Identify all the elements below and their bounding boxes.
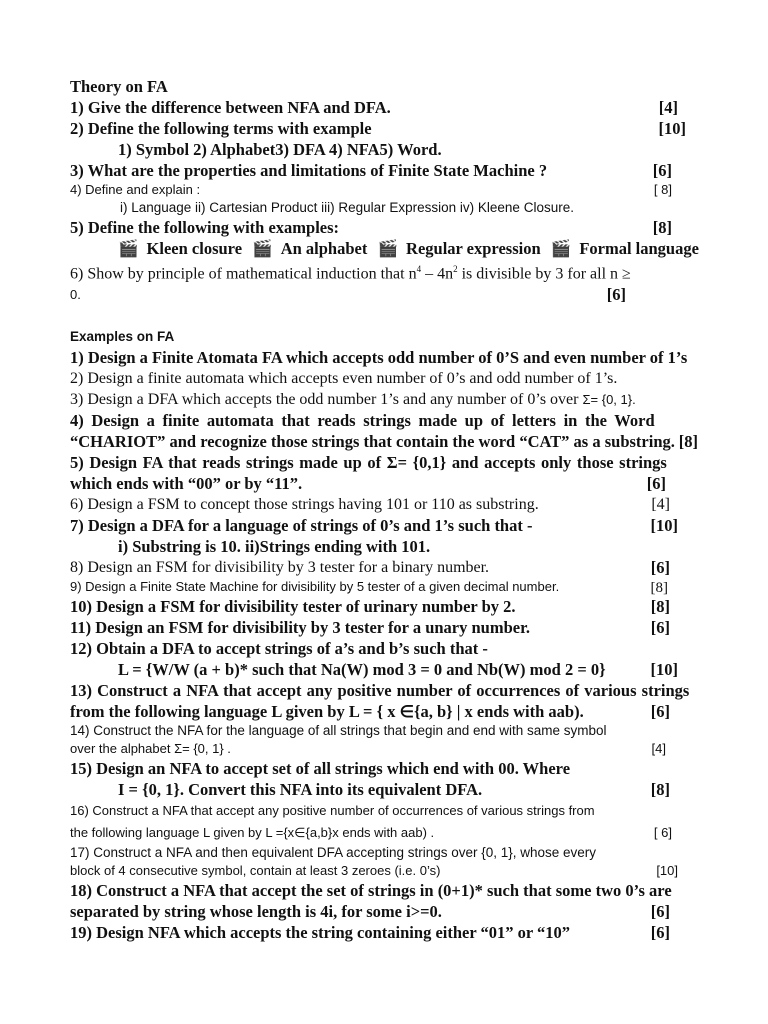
- theory-q6: [70, 259, 698, 284]
- e4-line2: “CHARIOT” and recognize those strings that contain the word “CAT” as a substring.: [70, 432, 675, 452]
- example-4-line2: [70, 431, 698, 452]
- q5-item-2: An alphabet: [280, 239, 368, 258]
- q1-text: 1) Give the difference between NFA and DFA.: [70, 98, 391, 117]
- e16-marks: [ 6]: [653, 825, 672, 841]
- q6-text-a: 6) Show by principle of mathematical induction that n: [70, 265, 417, 283]
- e10-text: 10) Design a FSM for divisibility tester of urinary number by 2.: [70, 597, 516, 617]
- theory-q1: [70, 97, 698, 118]
- e3-tail: Σ= {0, 1}.: [582, 392, 636, 408]
- e15-marks: [8]: [650, 780, 670, 800]
- e8-text: 8) Design an FSM for divisibility by 3 tester for a binary number.: [70, 559, 490, 577]
- e10-marks: [8]: [650, 597, 670, 617]
- example-5-line1: [70, 452, 698, 473]
- q3-text: 3) What are the properties and limitations of Finite State Machine ?: [70, 161, 548, 180]
- example-4-line1: [70, 410, 698, 431]
- e16-line2: the following language L given by L ={x∈{a,b}x ends with aab) .: [70, 825, 435, 841]
- item-clapper-icon: 🎬: [252, 239, 273, 258]
- example-15-line1: 15) Design an NFA to accept set of all strings which end with 00. Where: [70, 759, 571, 779]
- example-7: [70, 515, 698, 536]
- example-14-line1: 14) Construct the NFA for the language of all strings that begin and end with same symbol: [70, 723, 607, 739]
- example-13-line1: [70, 680, 698, 701]
- examples-heading: Examples on FA: [70, 329, 175, 345]
- example-18-line1: 18) Construct a NFA that accept the set of strings in (0+1)* such that some two 0’s are: [70, 881, 672, 901]
- e12-sub: L = {W/W (a + b)* such that Na(W) mod 3 = 0 and Nb(W) mod 2 = 0}: [118, 660, 606, 680]
- item-clapper-icon: 🎬: [550, 239, 572, 258]
- q6-marks: [6]: [606, 285, 626, 305]
- item-clapper-icon: 🎬: [118, 239, 139, 258]
- example-9: [70, 578, 698, 596]
- e3-text: 3) Design a DFA which accepts the odd number 1’s and any number of 0’s over: [70, 391, 583, 409]
- example-13-line2: [70, 701, 698, 722]
- example-16-line1: 16) Construct a NFA that accept any positive number of occurrences of various strings from: [70, 803, 595, 819]
- q5-text: 5) Define the following with examples:: [70, 218, 340, 237]
- theory-q2: [70, 118, 698, 139]
- q5-marks: [8]: [652, 218, 672, 237]
- example-10: [70, 596, 698, 617]
- e4-line1: 4) Design a finite automata that reads strings made up of letters in the Word: [70, 411, 655, 431]
- e4-marks: [8]: [678, 432, 698, 452]
- e13-marks: [6]: [650, 702, 670, 722]
- q6-sup2: 2: [453, 264, 458, 274]
- e9-marks: [8]: [650, 580, 668, 597]
- e18-line2: separated by string whose length is 4i, for some i>=0.: [70, 902, 442, 922]
- e18-marks: [6]: [650, 902, 670, 922]
- e19-marks: [6]: [650, 923, 670, 943]
- item-clapper-icon: 🎬: [377, 239, 399, 258]
- example-14-line2: [70, 740, 698, 758]
- e5-line1: 5) Design FA that reads strings made up of Σ= {0,1} and accepts only those strings: [70, 453, 667, 473]
- example-18-line2: [70, 901, 698, 922]
- example-17-line1: 17) Construct a NFA and then equivalent DFA accepting strings over {0, 1}, whose every: [70, 845, 597, 861]
- theory-q6-line2: [70, 284, 698, 305]
- theory-q5: [70, 217, 698, 238]
- e13-line1: 13) Construct a NFA that accept any positive number of occurrences of various strings: [70, 681, 690, 701]
- q1-marks: [4]: [658, 98, 678, 117]
- e5-line2: which ends with “00” or by “11”.: [70, 474, 303, 494]
- q2-marks: [10]: [658, 119, 686, 138]
- q5-item-4: Formal language: [579, 239, 699, 258]
- e11-marks: [6]: [650, 618, 670, 638]
- example-6: [70, 494, 698, 515]
- e17-marks: [10]: [656, 863, 678, 879]
- example-12: 12) Obtain a DFA to accept strings of a’s and b’s such that -: [70, 639, 488, 659]
- example-3: [70, 389, 698, 410]
- e13-line2: from the following language L given by L = { x ∈{a, b} | x ends with aab).: [70, 702, 584, 722]
- example-8: [70, 557, 698, 578]
- q6-text-b: – 4n: [421, 265, 454, 283]
- q3-marks: [6]: [652, 161, 672, 180]
- q5-item-3: Regular expression: [406, 239, 541, 258]
- e5-marks: [6]: [646, 474, 666, 494]
- example-12-sub: [70, 659, 698, 680]
- example-2: 2) Design a finite automata which accepts even number of 0’s and odd number of 1’s.: [70, 370, 618, 388]
- e14-line2: over the alphabet Σ= {0, 1} .: [70, 741, 231, 757]
- e9-text: 9) Design a Finite State Machine for divisibility by 5 tester of a given decimal number.: [70, 579, 560, 595]
- example-16-line2: [70, 822, 698, 844]
- q2-text: 2) Define the following terms with example: [70, 119, 372, 138]
- e19-text: 19) Design NFA which accepts the string containing either “01” or “10”: [70, 923, 571, 943]
- e11-text: 11) Design an FSM for divisibility by 3 tester for a unary number.: [70, 618, 531, 638]
- e14-marks: [4]: [651, 741, 666, 757]
- e6-marks: [4]: [651, 496, 670, 514]
- q4-marks: [ 8]: [653, 182, 672, 197]
- theory-q4-sub: i) Language ii) Cartesian Product iii) Regular Expression iv) Kleene Closure.: [120, 200, 574, 215]
- e6-text: 6) Design a FSM to concept those strings having 101 or 110 as substring.: [70, 496, 539, 514]
- e15-line2: I = {0, 1}. Convert this NFA into its equivalent DFA.: [118, 780, 483, 800]
- example-17-line2: [70, 862, 698, 880]
- q5-item-1: Kleen closure: [146, 239, 243, 258]
- example-7-sub: i) Substring is 10. ii)Strings ending with 101.: [118, 537, 431, 557]
- q6-line2: 0.: [70, 287, 81, 303]
- e7-marks: [10]: [650, 516, 678, 536]
- e8-marks: [6]: [650, 558, 670, 578]
- theory-q4: [70, 181, 698, 199]
- e7-text: 7) Design a DFA for a language of strings of 0’s and 1’s such that -: [70, 516, 533, 536]
- theory-q3: [70, 160, 698, 181]
- q6-sup1: 4: [416, 264, 422, 274]
- example-1: 1) Design a Finite Atomata FA which accepts odd number of 0’S and even number of 1’s: [70, 348, 688, 368]
- theory-q2-sub: 1) Symbol 2) Alphabet3) DFA 4) NFA5) Word.: [118, 140, 442, 159]
- example-5-line2: [70, 473, 698, 494]
- example-11: [70, 617, 698, 638]
- e12-marks: [10]: [650, 660, 678, 680]
- q4-text: 4) Define and explain :: [70, 182, 201, 197]
- q6-text-c: is divisible by 3 for all n ≥: [457, 265, 631, 283]
- example-19: [70, 922, 698, 943]
- example-15-line2: [70, 779, 698, 800]
- theory-heading: Theory on FA: [70, 77, 168, 96]
- theory-q5-items: [70, 238, 698, 259]
- e17-line2: block of 4 consecutive symbol, contain at least 3 zeroes (i.e. 0’s): [70, 863, 441, 879]
- document-page: [70, 76, 698, 943]
